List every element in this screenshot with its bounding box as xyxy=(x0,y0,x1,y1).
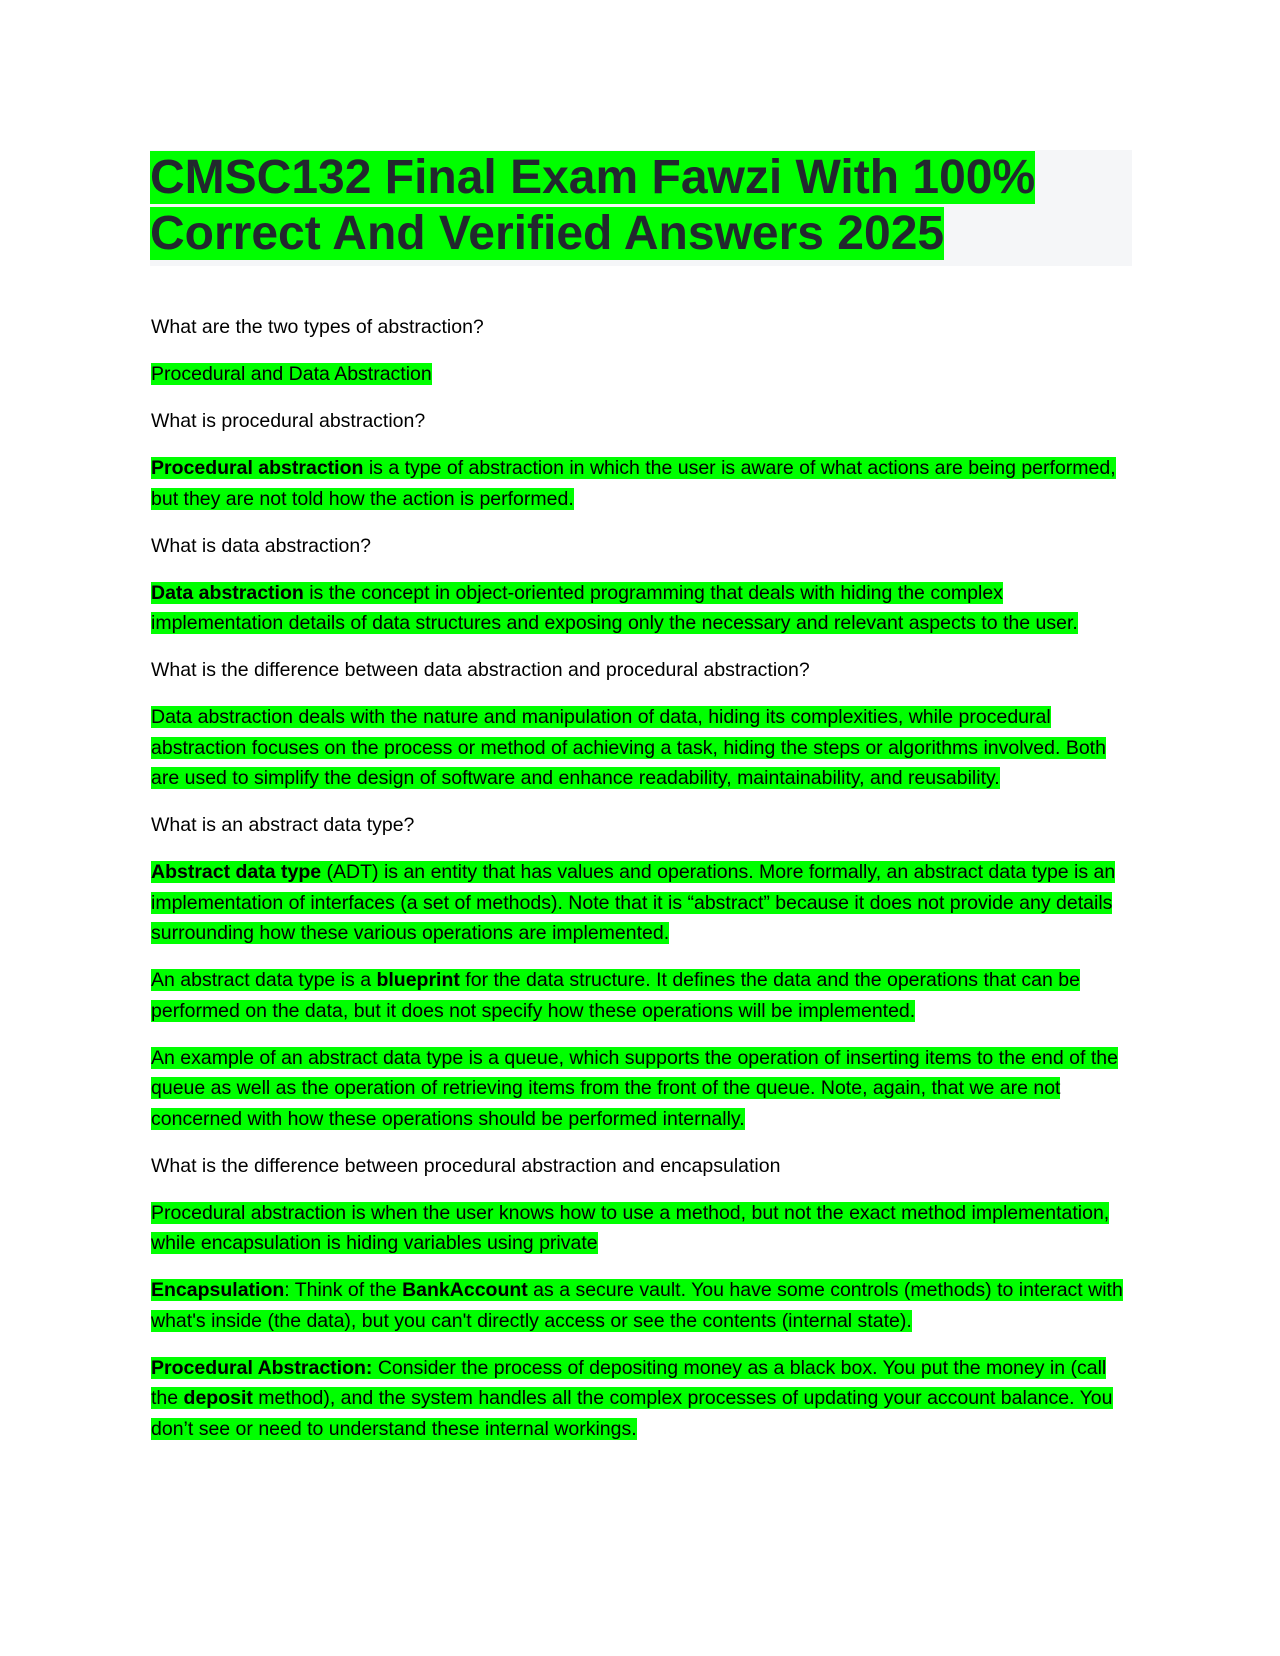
answer-3 xyxy=(151,578,1136,639)
question-text: What is the difference between procedural abstraction and encapsulation xyxy=(151,1154,781,1177)
answer-mid: : Think of the xyxy=(284,1279,403,1301)
question-text: What is an abstract data type? xyxy=(151,814,415,836)
bold-term: Procedural abstraction xyxy=(151,457,364,479)
bold-term: Abstract data type xyxy=(151,861,322,883)
answer-rest: (ADT) is an entity that has values and operations. More formally, an abstract data type is an implementation of interfaces (a set of methods). Note that it is “abstract” because it does not provide any details surrounding how these various operations are implemented. xyxy=(151,861,1116,944)
answer-text xyxy=(151,969,1080,1022)
answer-mid: Consider the process of depositing money as a black box. You put the money in (call the xyxy=(151,1356,1107,1409)
answer-2 xyxy=(151,453,1136,514)
question-text: What is procedural abstraction? xyxy=(151,410,426,432)
answer-rest: method), and the system handles all the complex processes of updating your account balance. You don’t see or need to understand these internal workings. xyxy=(151,1387,1113,1440)
answer-text xyxy=(151,1279,1123,1332)
question-5 xyxy=(151,810,1136,841)
title-block xyxy=(150,150,1132,266)
question-text: What are the two types of abstraction? xyxy=(151,316,484,338)
page-title xyxy=(150,150,1132,262)
answer-rest: as a secure vault. You have some controls (methods) to interact with what's inside (the data), but you can't directly access or see the contents (internal state). xyxy=(151,1279,1123,1332)
bold-term: Procedural Abstraction: xyxy=(151,1356,373,1379)
answer-6b xyxy=(151,1275,1136,1336)
answer-5c xyxy=(151,1043,1136,1135)
question-3 xyxy=(151,531,1136,562)
answer-text: An example of an abstract data type is a queue, which supports the operation of inserting items to the end of the queue as well as the operation of retrieving items from the front of the queue. Note, again, that we are not concerned with how these operations should be performed internally. xyxy=(151,1046,1118,1130)
answer-text xyxy=(151,582,1078,635)
answer-4 xyxy=(151,702,1136,794)
bold-term: Encapsulation xyxy=(151,1279,285,1301)
answer-rest: for the data structure. It defines the data and the operations that can be performed on the data, but it does not specify how these operations will be implemented. xyxy=(151,969,1080,1022)
answer-text xyxy=(151,1357,1113,1440)
answer-pre: An abstract data type is a xyxy=(151,969,377,991)
answer-text: Procedural abstraction is when the user knows how to use a method, but not the exact method implementation, while encapsulation is hiding variables using private xyxy=(151,1201,1110,1254)
answer-rest: is the concept in object-oriented programming that deals with hiding the complex implementation details of data structures and exposing only the necessary and relevant aspects to the user. xyxy=(151,581,1078,634)
answer-6c xyxy=(151,1353,1136,1445)
answer-5a xyxy=(151,857,1136,949)
answer-rest: is a type of abstraction in which the user is aware of what actions are being performed, but they are not told how the action is performed. xyxy=(151,457,1116,510)
bold-term-2: deposit xyxy=(183,1387,253,1409)
document-body xyxy=(151,312,1136,1461)
bold-term-2: BankAccount xyxy=(402,1279,528,1301)
answer-text: Procedural and Data Abstraction xyxy=(151,363,432,385)
question-4 xyxy=(151,655,1136,686)
question-1 xyxy=(151,312,1136,343)
title-line-1: CMSC132 Final Exam Fawzi With 100% xyxy=(150,151,1036,204)
question-2 xyxy=(151,406,1136,437)
answer-text xyxy=(151,861,1115,944)
title-line-2: Correct And Verified Answers 2025 xyxy=(150,207,945,260)
question-text: What is the difference between data abstraction and procedural abstraction? xyxy=(151,659,810,681)
bold-term: Data abstraction xyxy=(151,581,304,604)
answer-6a xyxy=(151,1198,1136,1259)
question-text: What is data abstraction? xyxy=(151,534,372,557)
answer-1 xyxy=(151,359,1136,390)
answer-5b xyxy=(151,965,1136,1026)
answer-text: Data abstraction deals with the nature and manipulation of data, hiding its complexities, while procedural abstraction focuses on the process or method of achieving a task, hiding the steps or algorithms involved. Both are used to simplify the design of software and enhance readability, maintainability, and reusability. xyxy=(151,706,1106,789)
bold-term: blueprint xyxy=(376,969,460,991)
answer-text xyxy=(151,457,1116,510)
question-6 xyxy=(151,1151,1136,1182)
